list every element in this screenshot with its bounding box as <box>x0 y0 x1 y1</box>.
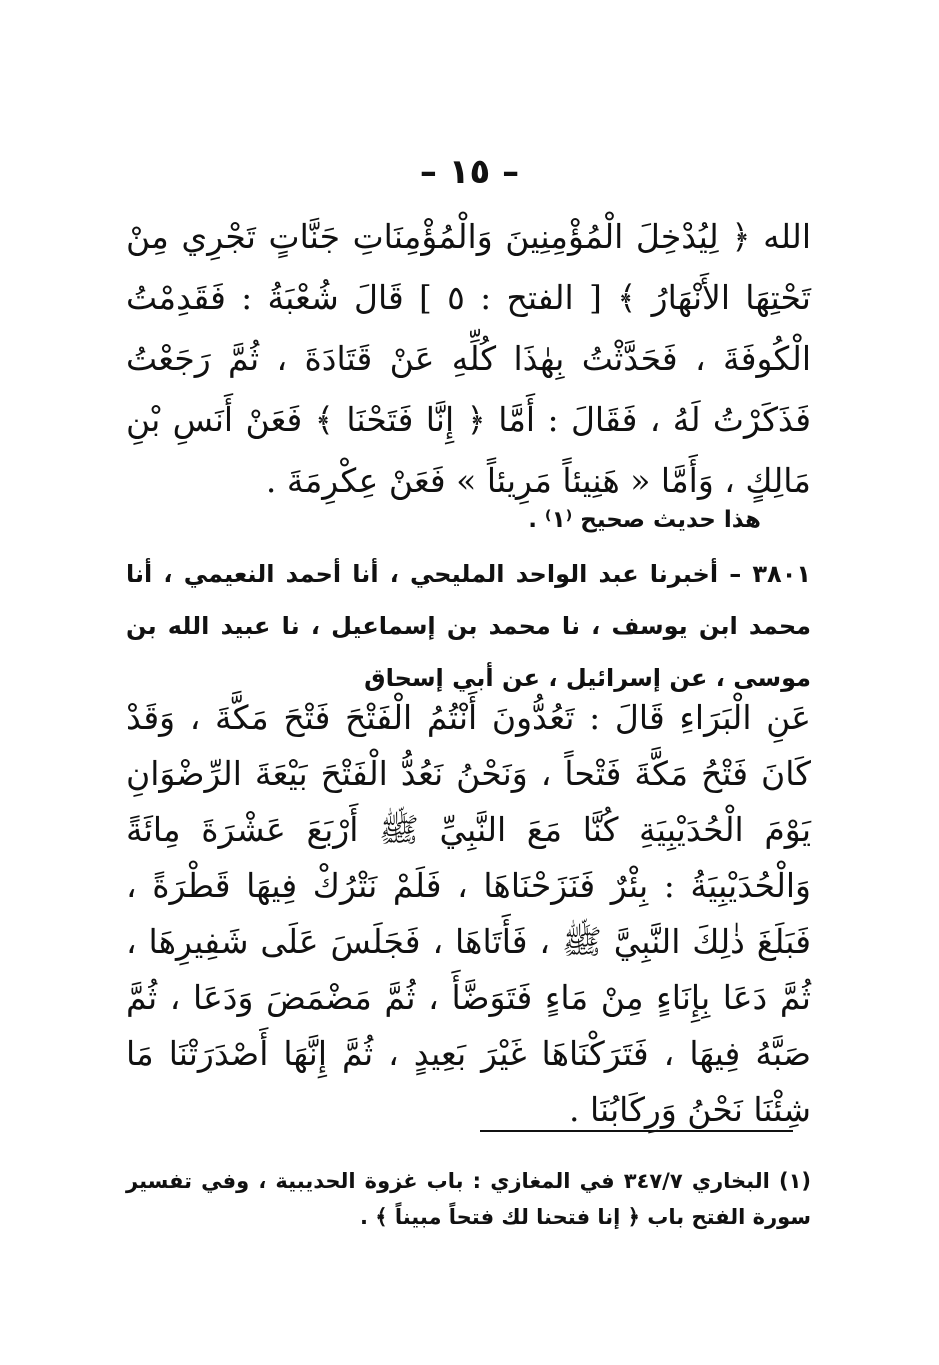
page-number: – ١٥ – <box>419 152 520 192</box>
hadith-chain-of-narration: ٣٨٠١ – أخبرنا عبد الواحد المليحي ، أنا أحمد النعيمي ، أنا محمد ابن يوسف ، نا محمد بن إسماعيل ، نا عبيد الله بن موسى ، عن إسرائيل ، عن أبي إسحاق <box>126 560 811 692</box>
hadith-grading: هذا حديث صحيح ⁽١⁾ . <box>528 507 761 533</box>
hadith-body-text: عَنِ الْبَرَاءِ قَالَ : تَعُدُّونَ أَنْتُمُ الْفَتْحَ فَتْحَ مَكَّةَ ، وَقَدْ كَانَ فَتْحُ مَكَّةَ فَتْحاً ، وَنَحْنُ نَعُدُّ الْفَتْحَ بَيْعَةَ الرِّضْوَانِ يَوْمَ الْحُدَيْبِيَةِ كُنَّا مَعَ النَّبِيِّ ﷺ أَرْبَعَ عَشْرَةَ مِائَةً وَالْحُدَيْبِيَةُ : بِئْرٌ فَنَزَحْنَاهَا ، فَلَمْ نَتْرُكْ فِيهَا قَطْرَةً ، فَبَلَغَ ذٰلِكَ النَّبِيَّ ﷺ ، فَأَتَاهَا ، فَجَلَسَ عَلَى شَفِيرِهَا ، ثُمَّ دَعَا بِإِنَاءٍ مِنْ مَاءٍ فَتَوَضَّأَ ، ثُمَّ مَضْمَضَ وَدَعَا ، ثُمَّ صَبَّهُ فِيهَا ، فَتَرَكْنَاهَا غَيْرَ بَعِيدٍ ، ثُمَّ إِنَّهَا أَصْدَرَتْنَا مَا شِئْنَا نَحْنُ وَرِكَابُنَا . <box>126 698 812 1129</box>
footnote: (١) البخاري ٣٤٧/٧ في المغازي : باب غزوة الحديبية ، وفي تفسير سورة الفتح باب ﴿ إنا فتحنا لك فتحاً مبيناً ﴾ . <box>126 1169 812 1229</box>
hadith-text-continuation: الله ﴿ لِيُدْخِلَ الْمُؤْمِنِينَ وَالْمُؤْمِنَاتِ جَنَّاتٍ تَجْرِي مِنْ تَحْتِهَا الأَنْهَارُ ﴾ [ الفتح : ٥ ] قَالَ شُعْبَةُ : فَقَدِمْتُ الْكُوفَةَ ، فَحَدَّثْتُ بِهٰذَا كُلِّهِ عَنْ قَتَادَةَ ، ثُمَّ رَجَعْتُ فَذَكَرْتُ لَهُ ، فَقَالَ : أَمَّا ﴿ إِنَّا فَتَحْنَا ﴾ فَعَنْ أَنَسِ بْنِ مَالِكٍ ، وَأَمَّا « هَنِيئاً مَرِيئاً » فَعَنْ عِكْرِمَةَ . <box>126 217 811 500</box>
footnote-divider <box>480 1130 793 1132</box>
